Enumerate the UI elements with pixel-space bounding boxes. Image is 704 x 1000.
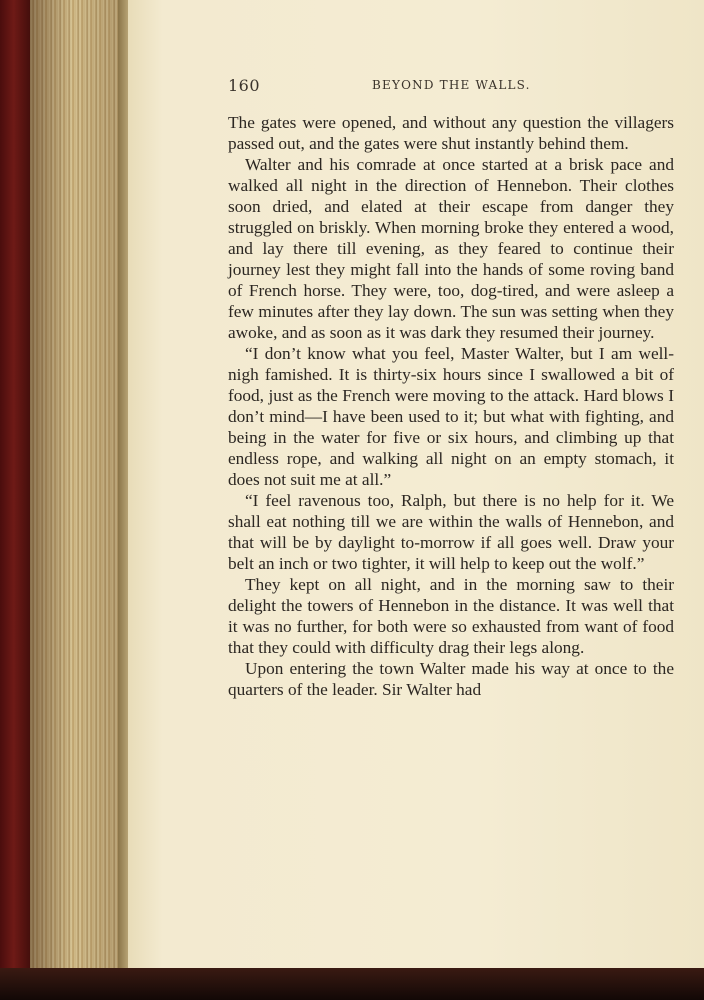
paragraph: The gates were opened, and without any question the villagers passed out, and the gates were shut instantly behind them.	[228, 113, 674, 153]
body-text	[228, 112, 674, 700]
running-head: BEYOND THE WALLS.	[372, 78, 531, 92]
paragraph: “I feel ravenous too, Ralph, but there is no help for it. We shall eat nothing till we are within the walls of Hennebon, and that will be by daylight to-morrow if all goes well. Draw your belt an inch or two tighter, it will help to keep out the wolf.”	[228, 491, 674, 573]
paragraph: They kept on all night, and in the morning saw to their delight the towers of Hennebon in the distance. It was well that it was no further, for both were so exhausted from want of food that they could with difficulty drag their legs along.	[228, 575, 674, 657]
page-number: 160	[228, 76, 261, 95]
paragraph: Upon entering the town Walter made his way at once to the quarters of the leader. Sir Walter had	[228, 659, 674, 699]
bottom-edge	[0, 968, 704, 1000]
paragraph: Walter and his comrade at once started at a brisk pace and walked all night in the direction of Hennebon. Their clothes soon dried, and elated at their escape from danger they struggled on briskly. When morning broke they entered a wood, and lay there till evening, as they feared to continue their journey lest they might fall into the hands of some roving band of French horse. They were, too, dog-tired, and were asleep a few minutes after they lay down. The sun was setting when they awoke, and as soon as it was dark they resumed their journey.	[228, 155, 674, 342]
book-cover-edge	[0, 0, 34, 975]
page-header	[228, 76, 674, 98]
paragraph: “I don’t know what you feel, Master Walter, but I am well-nigh famished. It is thirty-six hours since I swallowed a bit of food, just as the French were moving to the attack. Hard blows I don’t mind—I have been used to it; but what with fighting, and being in the water for five or six hours, and climbing up that endless rope, and walking all night on an empty stomach, it does not suit me at all.”	[228, 344, 674, 489]
page-edges-shade	[30, 0, 126, 970]
